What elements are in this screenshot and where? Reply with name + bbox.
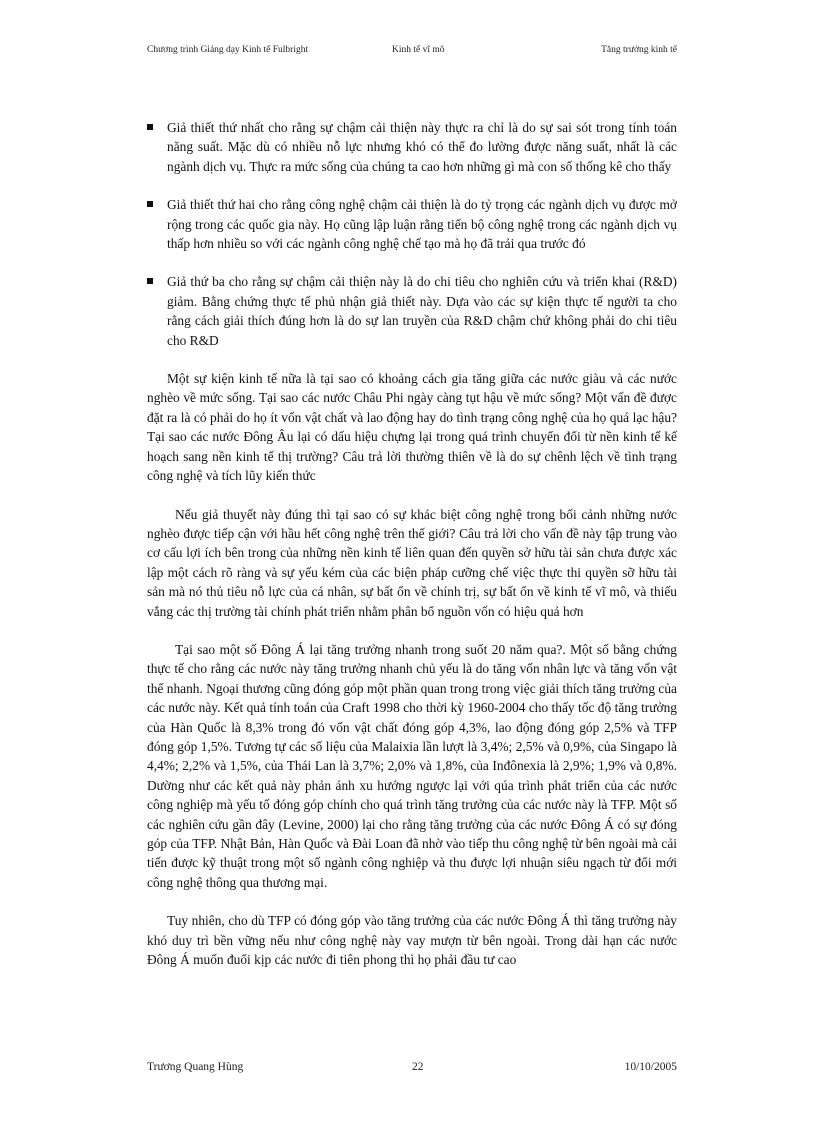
footer-date: 10/10/2005 — [624, 1061, 677, 1073]
list-item-text: Giả thứ ba cho rằng sự chậm cải thiện này là do chi tiêu cho nghiên cứu và triển khai (R&D) giảm. Bằng chứng thực tế phủ nhận giả thiết này. Dựa vào các sự kiện thực tế người ta cho rằng cách giải thích đúng hơn là do sự lan truyền của R&D chậm chứ không phải do chi tiêu cho R&D — [167, 274, 677, 348]
list-item — [147, 195, 677, 253]
page-header — [147, 45, 677, 61]
page-body — [147, 118, 677, 988]
list-item-text: Giả thiết thứ hai cho rằng công nghệ chậm cải thiện là do tỷ trọng các ngành dịch vụ được mở rộng trong các quốc gia này. Họ cũng lập luận rằng tiến bộ công nghệ trong các ngành dịch vụ thấp hơn nhiều so với các ngành công nghệ chế tạo mà họ đã trải qua trước đó — [167, 197, 677, 252]
paragraph-tfp-sustainability: Tuy nhiên, cho dù TFP có đóng góp vào tăng trưởng của các nước Đông Á thì tăng trưởng này khó duy trì bền vững nếu như công nghệ này vay mượn từ bên ngoài. Trong dài hạn các nước Đông Á muốn đuổi kịp các nước đi tiên phong thì họ phải đầu tư cao — [147, 913, 677, 968]
paragraph-east-asia-growth: Tại sao một số Đông Á lại tăng trưởng nhanh trong suốt 20 năm qua?. Một số bằng chứng thực tế cho rằng các nước này tăng trưởng nhanh chủ yếu là do tăng vốn nhân lực và tăng vốn vật thể nhanh. Ngoại thương cũng đóng góp một phần quan trong trong việc giải thích tăng trưởng của các nước này. Kết quả tính toán của Craft 1998 cho thời kỳ 1960-2004 cho thấy tốc độ tăng trưởng của Hàn Quốc là 8,3% trong đó vốn vật chất đóng góp 4,3%, lao động đóng góp 2,5% và TFP đóng góp 1,5%. Tương tự các số liệu của Malaixia lần lượt là 3,4%; 2,5% và 0,9%, của Singapo là 4,4%; 2,2% và 1,5%, của Thái Lan là 3,7%; 2,0% và 1,8%, của Inđônexia là 2,9%; 1,9% và 0,8%. Dường như các kết quả này phản ánh xu hướng ngược lại với qúa trình phát triển của các nước công nghiệp mà yếu tố đóng góp chính cho quá trình tăng trưởng của các nước này là TFP. Một số các nghiên cứu gần đây (Levine, 2000) lại cho rằng tăng trưởng của các nước Đông Á có sự đóng góp của TFP. Nhật Bản, Hàn Quốc và Đài Loan đã nhờ vào tiếp thu công nghệ từ bên ngoài mà cải tiến được kỹ thuật trong một số ngành công nghiệp và thu được lợi nhuận siêu ngạch từ đổi mới công nghệ thông qua thương mại. — [147, 641, 677, 890]
hypothesis-list — [147, 118, 677, 350]
list-item-text: Giả thiết thứ nhất cho rằng sự chậm cải thiện này thực ra chỉ là do sự sai sót trong tính toán năng suất. Mặc dù có nhiều nỗ lực nhưng khó có thể đo lường được năng suất, nhất là các ngành dịch vụ. Thực ra mức sống của chúng ta cao hơn những gì mà con số thống kê cho thấy — [167, 120, 677, 174]
header-chapter: Tăng trưởng kinh tế — [601, 45, 677, 55]
header-course: Kinh tế vĩ mô — [392, 45, 445, 55]
square-bullet-icon — [147, 124, 153, 130]
footer-author: Trương Quang Hùng — [147, 1061, 244, 1073]
paragraph-living-standards-gap: Một sự kiện kinh tế nữa là tại sao có khoảng cách gia tăng giữa các nước giàu và các nước nghèo về mức sống. Tại sao các nước Châu Phi ngày càng tụt hậu về mức sống? Một vấn đề được đặt ra là có phải do họ ít vốn vật chất và lao động hay do tình trạng công nghệ của họ quá lạc hậu? Tại sao các nước Đông Âu lại có dấu hiệu chựng lại trong quá trình chuyển đổi từ nền kinh tế kế hoạch sang nền kinh tế thị trường? Câu trả lời thường thiên về là do sự chênh lệch về tình trạng công nghệ và tích lũy kiến thức — [147, 371, 677, 484]
page-number: 22 — [412, 1061, 424, 1073]
square-bullet-icon — [147, 201, 153, 207]
paragraph-technology-difference: Nếu giả thuyết này đúng thì tại sao có sự khác biệt công nghệ trong bối cảnh những nước nghèo được tiếp cận với hầu hết công nghệ trên thế giới? Câu trả lời cho vấn đề này tập trung vào cơ cấu lợi ích bên trong của những nền kinh tế liên quan đến quyền sở hữu tài sản chưa được xác lập một cách rõ ràng và sự yếu kém của các biện pháp cưỡng chế việc thực thi quyền sỡ hữu tài sản mà nó thủ tiêu nỗ lực của cá nhân, sự bất ổn về chính trị, sự bất ổn về kinh tế vĩ mô, và thiếu vắng các thị trường tài chính phát triển nhằm phân bổ nguồn vốn có hiệu quả hơn — [147, 506, 677, 619]
page-footer — [147, 1061, 677, 1077]
list-item — [147, 118, 677, 176]
header-program: Chương trình Giảng dạy Kinh tế Fulbright — [147, 45, 309, 55]
list-item — [147, 272, 677, 350]
square-bullet-icon — [147, 278, 153, 284]
